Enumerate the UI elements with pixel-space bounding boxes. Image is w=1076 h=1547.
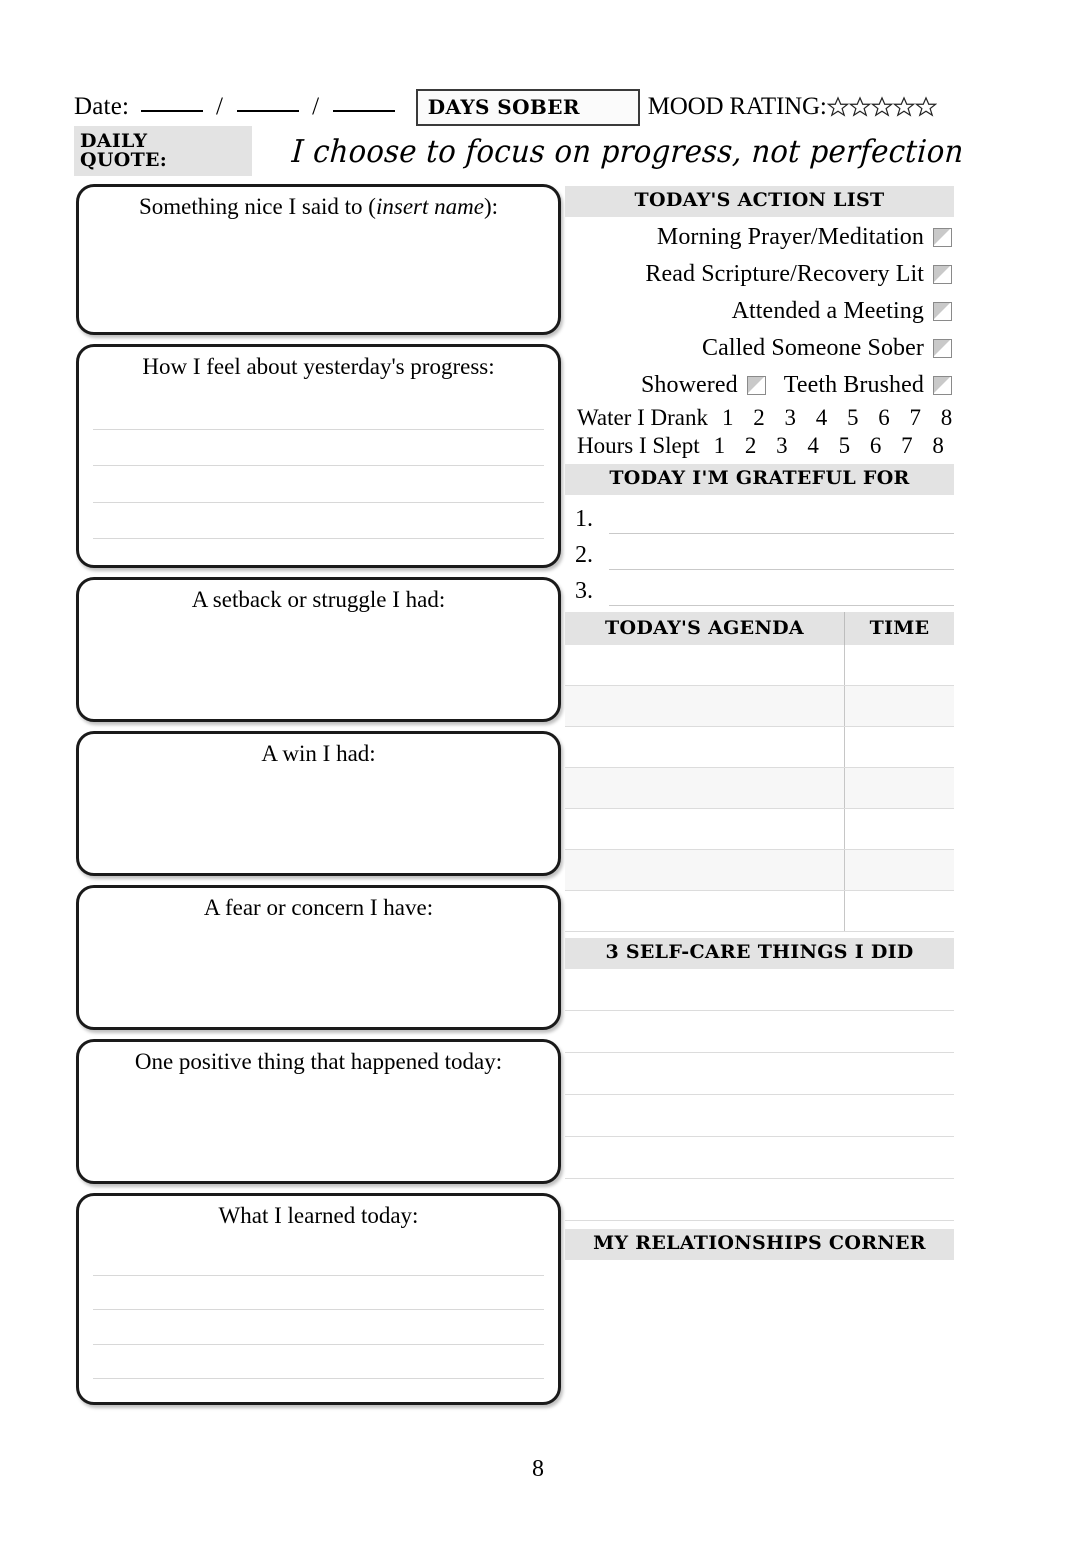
daily-quote-label: DAILY QUOTE: (74, 126, 252, 176)
action-item-3[interactable] (565, 293, 954, 330)
prompt-box-title: A fear or concern I have: (203, 895, 434, 920)
agenda-time-cell[interactable] (845, 685, 955, 726)
selfcare-lines (565, 969, 954, 1221)
tracker-numbers[interactable]: 1 2 3 4 5 6 7 8 (713, 432, 951, 458)
agenda-row[interactable] (565, 685, 954, 726)
prompt-box-title: A win I had: (261, 741, 376, 766)
mood-rating-label: MOOD RATING: (647, 93, 827, 120)
agenda-entry-cell[interactable] (565, 849, 845, 890)
page-number: 8 (532, 1456, 544, 1482)
agenda-entry-cell[interactable] (565, 808, 845, 849)
relationships-heading: MY RELATIONSHIPS CORNER (565, 1229, 954, 1260)
selfcare-line-1[interactable] (565, 969, 954, 1011)
relationships-writing-area[interactable] (565, 1260, 954, 1320)
selfcare-heading: 3 SELF-CARE THINGS I DID (565, 938, 954, 969)
action-item-label: Showered (640, 371, 738, 398)
agenda-table (565, 612, 954, 932)
date-day-blank[interactable] (237, 110, 299, 112)
days-sober-label: DAYS SOBER (427, 95, 580, 119)
checkbox-icon[interactable] (933, 265, 952, 284)
mood-rating-stars[interactable] (827, 96, 937, 118)
selfcare-line-3[interactable] (565, 1053, 954, 1095)
date-label-text: Date: (74, 93, 130, 120)
agenda-entry-cell[interactable] (565, 726, 845, 767)
agenda-row[interactable] (565, 726, 954, 767)
grateful-item-number: 3. (575, 577, 593, 604)
action-item-pair-row[interactable] (565, 367, 954, 404)
action-item-label: Read Scripture/Recovery Lit (645, 260, 924, 287)
agenda-row[interactable] (565, 849, 954, 890)
prompt-box-title: What I learned today: (218, 1203, 419, 1228)
tracker-numbers[interactable]: 1 2 3 4 5 6 7 8 (721, 404, 960, 430)
agenda-time-cell[interactable] (845, 726, 955, 767)
prompt-box-title (79, 187, 558, 220)
rule-line (93, 1379, 544, 1405)
right-column (565, 186, 960, 1320)
agenda-row[interactable] (565, 890, 954, 931)
rule-line (93, 1242, 544, 1276)
agenda-time-cell[interactable] (845, 645, 955, 686)
grateful-item-number: 2. (575, 541, 593, 568)
agenda-row[interactable] (565, 767, 954, 808)
grateful-item-line[interactable] (609, 497, 954, 534)
selfcare-line-6[interactable] (565, 1179, 954, 1221)
agenda-header-row (565, 612, 954, 645)
rule-line (93, 539, 544, 568)
mood-star-1[interactable] (827, 96, 849, 118)
grateful-item-3[interactable] (565, 570, 954, 606)
agenda-time-cell[interactable] (845, 890, 955, 931)
agenda-entry-cell[interactable] (565, 767, 845, 808)
tracker-row-1[interactable] (565, 404, 960, 432)
prompt-title-italic: insert name (375, 194, 484, 219)
selfcare-line-5[interactable] (565, 1137, 954, 1179)
agenda-time-cell[interactable] (845, 767, 955, 808)
action-item-label: Attended a Meeting (731, 297, 924, 324)
time-column-header: TIME (845, 612, 955, 645)
grateful-item-line[interactable] (609, 569, 954, 606)
prompt-box-rule-lines (93, 1242, 544, 1402)
prompt-box-3[interactable] (76, 577, 561, 722)
agenda-time-cell[interactable] (845, 808, 955, 849)
checkbox-icon[interactable] (747, 376, 766, 395)
rule-line (93, 430, 544, 467)
prompt-box-4[interactable] (76, 731, 561, 876)
agenda-column-header: TODAY'S AGENDA (565, 612, 845, 645)
checkbox-icon[interactable] (933, 228, 952, 247)
action-item-label: Teeth Brushed (783, 371, 924, 398)
daily-quote-text: I choose to focus on progress, not perfection (291, 132, 966, 170)
agenda-row[interactable] (565, 645, 954, 686)
date-year-blank[interactable] (333, 110, 395, 112)
grateful-list (565, 495, 954, 606)
rule-line (93, 466, 544, 503)
days-sober-field[interactable] (416, 89, 640, 126)
mood-star-3[interactable] (871, 96, 893, 118)
checkbox-icon[interactable] (933, 376, 952, 395)
action-item-label: Morning Prayer/Meditation (656, 223, 924, 250)
prompt-box-rule-lines (93, 393, 544, 565)
header-date-row (74, 88, 964, 126)
prompt-title-post: ): (483, 194, 499, 219)
checkbox-icon[interactable] (933, 302, 952, 321)
grateful-item-1[interactable] (565, 498, 954, 534)
tracker-row-2[interactable] (565, 432, 954, 460)
action-list-heading: TODAY'S ACTION LIST (565, 186, 954, 217)
grateful-item-line[interactable] (609, 533, 954, 570)
mood-star-4[interactable] (893, 96, 915, 118)
prompt-box-2[interactable] (76, 344, 561, 568)
action-item-label: Called Someone Sober (702, 334, 924, 361)
grateful-heading: TODAY I'M GRATEFUL FOR (565, 464, 954, 495)
rule-line (93, 1345, 544, 1379)
prompt-box-6[interactable] (76, 1039, 561, 1184)
agenda-entry-cell[interactable] (565, 645, 845, 686)
rule-line (93, 503, 544, 540)
prompt-title-pre: Something nice I said to ( (138, 194, 376, 219)
grateful-item-2[interactable] (565, 534, 954, 570)
daily-quote-row (74, 130, 966, 171)
selfcare-line-4[interactable] (565, 1095, 954, 1137)
agenda-time-cell[interactable] (845, 849, 955, 890)
mood-star-5[interactable] (915, 96, 937, 118)
mood-star-2[interactable] (849, 96, 871, 118)
mood-rating-group (648, 93, 937, 121)
checkbox-icon[interactable] (933, 339, 952, 358)
rule-line (93, 393, 544, 430)
date-slash-2: / (312, 93, 320, 120)
agenda-entry-cell[interactable] (565, 890, 845, 931)
tracker-label: Hours I Slept (577, 432, 700, 458)
prompt-box-1[interactable] (76, 184, 561, 335)
prompt-box-title: A setback or struggle I had: (191, 587, 446, 612)
tracker-label: Water I Drank (577, 404, 708, 430)
date-label (74, 93, 400, 121)
prompt-box-5[interactable] (76, 885, 561, 1030)
agenda-entry-cell[interactable] (565, 685, 845, 726)
action-item-4[interactable] (565, 330, 954, 367)
prompt-box-title: One positive thing that happened today: (134, 1049, 503, 1074)
action-list (565, 217, 960, 460)
prompt-box-title: How I feel about yesterday's progress: (142, 354, 495, 379)
selfcare-line-2[interactable] (565, 1011, 954, 1053)
grateful-item-number: 1. (575, 505, 593, 532)
agenda-row[interactable] (565, 808, 954, 849)
action-item-2[interactable] (565, 256, 954, 293)
rule-line (93, 1276, 544, 1310)
action-item-1[interactable] (565, 219, 954, 256)
prompt-boxes-column (76, 184, 561, 1414)
date-slash-1: / (216, 93, 224, 120)
date-month-blank[interactable] (141, 110, 203, 112)
prompt-box-7[interactable] (76, 1193, 561, 1405)
rule-line (93, 1310, 544, 1344)
